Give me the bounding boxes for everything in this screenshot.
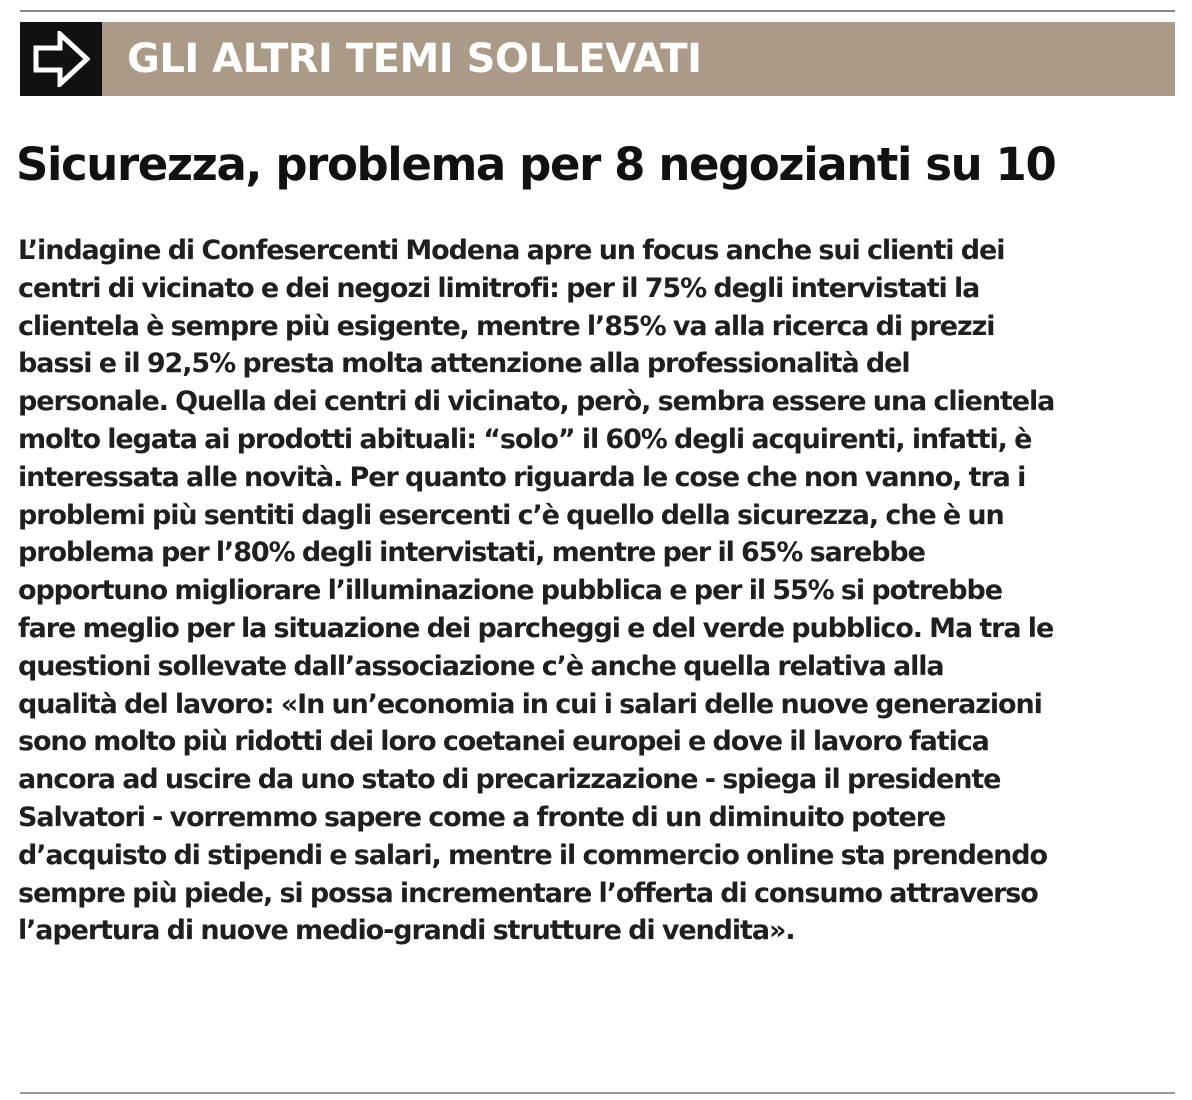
section-banner [20,22,1175,96]
body-line: problema per l’80% degli intervistati, mentre per il 65% sarebbe [18,537,925,569]
body-line: ancora ad uscire da uno stato di precarizzazione - spiega il presidente [18,764,1001,796]
top-divider [20,10,1175,12]
body-line: qualità del lavoro: «In un’economia in cui i salari delle nuove generazioni [18,688,1042,720]
bottom-divider [20,1092,1175,1094]
body-line: bassi e il 92,5% presta molta attenzione alla professionalità del [18,348,910,380]
body-line: interessata alle novità. Per quanto riguarda le cose che non vanno, tra i [18,461,1026,493]
arrow-right-icon [20,22,102,96]
body-line: clientela è sempre più esigente, mentre l’85% va alla ricerca di prezzi [18,310,995,342]
body-line: questioni sollevate dall’associazione c’è anche quella relativa alla [18,650,944,682]
body-line: molto legata ai prodotti abituali: “solo” il 60% degli acquirenti, infatti, è [18,423,1032,455]
body-line: Salvatori - vorremmo sapere come a fronte di un diminuito potere [18,801,946,833]
body-line: centri di vicinato e dei negozi limitrofi: per il 75% degli intervistati la [18,272,980,304]
section-title: GLI ALTRI TEMI SOLLEVATI [127,36,702,82]
body-line: d’acquisto di stipendi e salari, mentre il commercio online sta prendendo [18,839,1047,871]
body-line: L’indagine di Confesercenti Modena apre un focus anche sui clienti dei [18,235,1005,266]
article-headline: Sicurezza, problema per 8 negozianti su 10 [16,138,1056,191]
body-line: fare meglio per la situazione dei parcheggi e del verde pubblico. Ma tra le [18,612,1054,644]
article-body [18,232,1176,950]
body-line: l’apertura di nuove medio-grandi strutture di vendita». [18,915,795,947]
body-line: personale. Quella dei centri di vicinato, però, sembra essere una clientela [18,386,1055,418]
body-line: sempre più piede, si possa incrementare l’offerta di consumo attraverso [18,877,1038,909]
body-line: opportuno migliorare l’illuminazione pubblica e per il 55% si potrebbe [18,575,1002,607]
body-line: sono molto più ridotti dei loro coetanei europei e dove il lavoro fatica [18,726,989,758]
body-line: problemi più sentiti dagli esercenti c’è quello della sicurezza, che è un [18,499,1004,531]
